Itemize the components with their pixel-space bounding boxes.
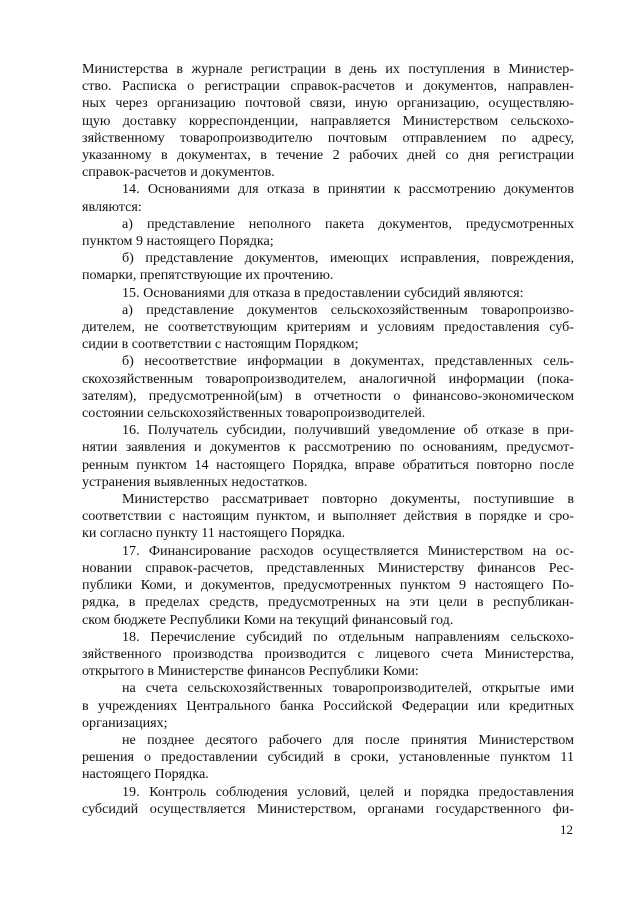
text-line: зяйственному товаропроизводителю почтовым отправлением по адресу, [82,129,574,146]
text-line: устранения выявленных недостатков. [82,473,308,490]
text-line: 14. Основаниями для отказа в принятии к рассмотрению документов [122,181,574,198]
text-line: б) представление документов, имеющих исправления, повреждения, [122,250,574,267]
text-line: не позднее десятого рабочего для после принятия Министерством [122,731,574,748]
text-line: а) представление неполного пакета документов, предусмотренных [122,215,574,232]
text-line: ренным пунктом 14 настоящего Порядка, вправе обратиться повторно после [82,456,574,473]
text-line: состоянии сельскохозяйственных товаропроизводителей. [82,405,426,422]
text-line: указанному в документах, в течение 2 рабочих дней со дня регистрации [82,147,574,164]
text-line: 15. Основаниями для отказа в предоставлении субсидий являются: [122,284,524,301]
text-line: решения о предоставлении субсидий в сроки, установленные пунктом 11 [82,749,574,766]
text-line: 18. Перечисление субсидий по отдельным направлениям сельскохо- [122,628,574,645]
text-line: щую доставку корреспонденции, направляется Министерством сельскохо- [82,112,574,129]
text-line: 19. Контроль соблюдения условий, целей и порядка предоставления [122,783,574,800]
document-body [82,61,574,818]
text-line: в учреждениях Центрального банка Российской Федерации или кредитных [82,697,574,714]
text-line: а) представление документов сельскохозяйственным товаропроизво- [122,301,574,318]
text-line: настоящего Порядка. [82,766,209,783]
text-line: зяйственного производства производится с лицевого счета Министерства, [82,645,574,662]
text-line: ство. Расписка о регистрации справок-расчетов и документов, направлен- [82,78,574,95]
text-line: организациях; [82,714,168,731]
text-line: дителем, не соответствующим критериям и условиям предоставления суб- [82,319,574,336]
text-line: публики Коми, и документов, предусмотренных пунктом 9 настоящего По- [82,577,574,594]
text-line: соответствии с настоящим пунктом, и выполняет действия в порядке и сро- [82,508,574,525]
text-line: на счета сельскохозяйственных товаропроизводителей, открытые ими [122,680,574,697]
text-line: 16. Получатель субсидии, получивший уведомление об отказе в при- [122,422,574,439]
text-line: ском бюджете Республики Коми на текущий финансовый год. [82,611,454,628]
text-line: субсидий осуществляется Министерством, органами государственного фи- [82,800,574,817]
text-line: помарки, препятствующие их прочтению. [82,267,334,284]
text-line: являются: [82,198,142,215]
text-line: нятии заявления и документов к рассмотрению по основаниям, предусмот- [82,439,574,456]
text-line: ных через организацию почтовой связи, иную организацию, осуществляю- [82,95,574,112]
text-line: скохозяйственным товаропроизводителем, аналогичной информации (пока- [82,370,574,387]
text-line: открытого в Министерстве финансов Республики Коми: [82,663,419,680]
text-line: справок-расчетов и документов. [82,164,275,181]
text-line: Министерство рассматривает повторно документы, поступившие в [122,491,574,508]
text-line: рядка, в пределах средств, предусмотренных на эти цели в республикан- [82,594,574,611]
text-line: зателям), предусмотренной(ым) в отчетности о финансово-экономическом [82,387,574,404]
text-line: сидии в соответствии с настоящим Порядком; [82,336,359,353]
text-line: ки согласно пункту 11 настоящего Порядка. [82,525,346,542]
text-line: новании справок-расчетов, представленных Министерству финансов Рес- [82,559,574,576]
text-line: б) несоответствие информации в документах, представленных сель- [122,353,574,370]
text-line: 17. Финансирование расходов осуществляется Министерством на ос- [122,542,574,559]
text-line: пунктом 9 настоящего Порядка; [82,233,274,250]
text-line: Министерства в журнале регистрации в день их поступления в Министер- [82,61,574,77]
page-number: 12 [560,822,573,837]
